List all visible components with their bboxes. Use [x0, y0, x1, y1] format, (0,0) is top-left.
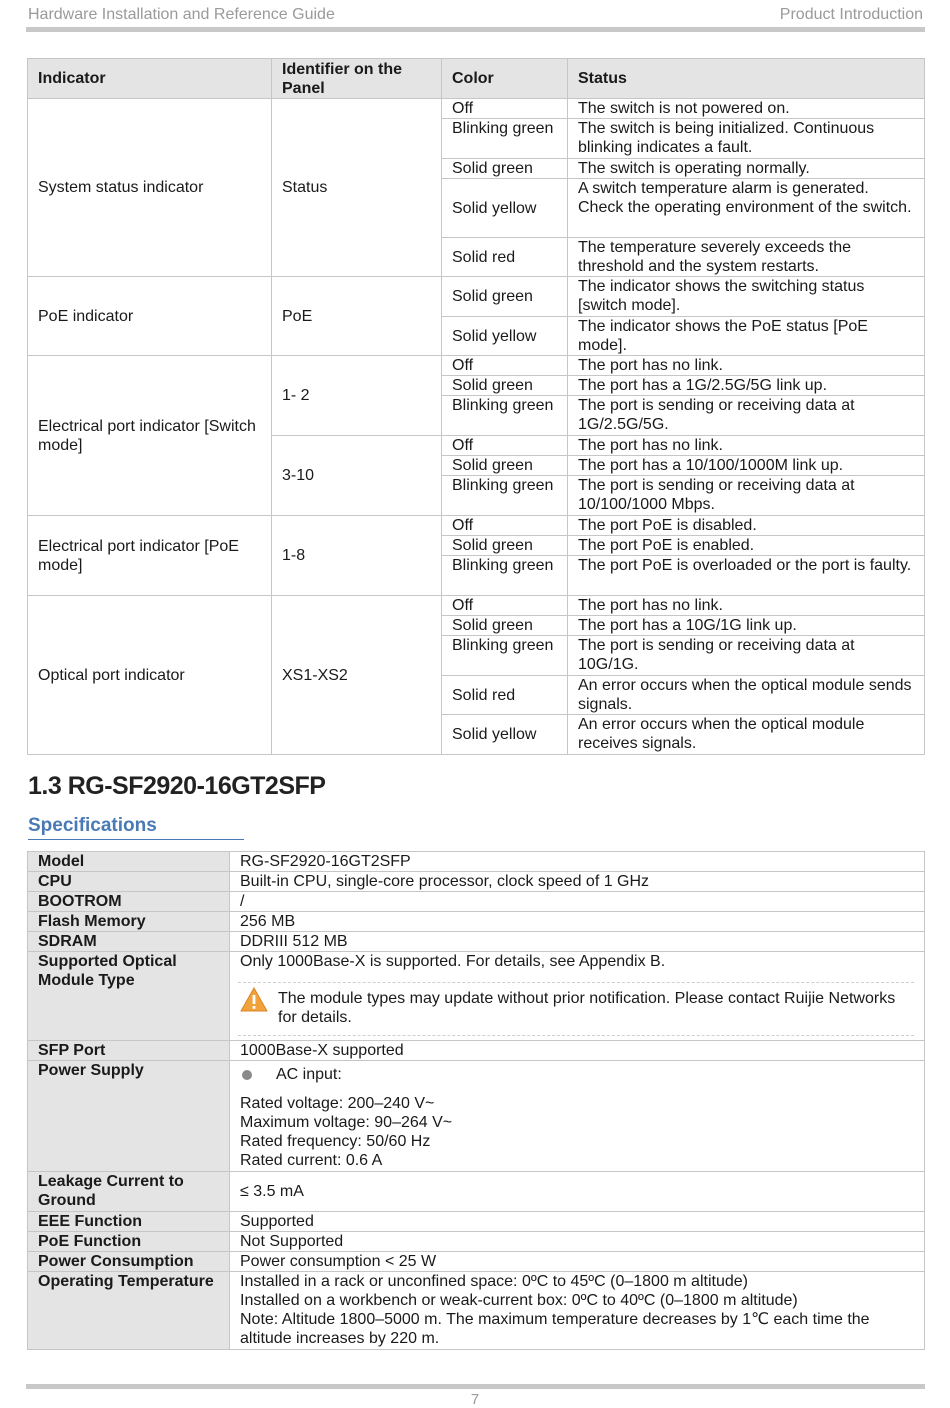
identifier: 1- 2	[272, 356, 442, 436]
power-line: Maximum voltage: 90–264 V~	[240, 1114, 453, 1131]
header-rule	[26, 27, 925, 32]
temp-line: Note: Altitude 1800–5000 m. The maximum temperature decreases by 1℃ each time the altitude increases by 220 m.	[240, 1311, 870, 1347]
identifier: PoE	[272, 277, 442, 356]
spec-key: Leakage Current to Ground	[28, 1172, 230, 1212]
identifier: 3-10	[272, 436, 442, 516]
color-cell: Blinking green	[442, 556, 568, 596]
identifier: Status	[272, 99, 442, 277]
spec-key: Power Supply	[28, 1061, 230, 1172]
table-row	[28, 516, 925, 536]
warning-icon	[240, 987, 268, 1018]
status-cell: The port has a 10G/1G link up.	[568, 616, 925, 636]
power-bullet-label: AC input:	[276, 1066, 342, 1083]
spec-value	[230, 1272, 925, 1350]
spec-key: CPU	[28, 872, 230, 892]
spec-key: SFP Port	[28, 1041, 230, 1061]
status-cell: The port is sending or receiving data at 1G/2.5G/5G.	[568, 396, 925, 436]
spec-value	[230, 1061, 925, 1172]
table-row	[28, 277, 925, 317]
spec-value: 1000Base-X supported	[230, 1041, 925, 1061]
spec-value: 256 MB	[230, 912, 925, 932]
spec-value	[230, 952, 925, 1041]
color-cell: Blinking green	[442, 636, 568, 676]
color-cell: Solid yellow	[442, 715, 568, 755]
status-cell: The switch is operating normally.	[568, 159, 925, 179]
status-cell: The indicator shows the PoE status [PoE mode].	[568, 317, 925, 356]
spec-key: Power Consumption	[28, 1252, 230, 1272]
color-cell: Solid green	[442, 616, 568, 636]
spec-value: Supported	[230, 1212, 925, 1232]
status-cell: The port has no link.	[568, 356, 925, 376]
table-row	[28, 99, 925, 119]
spec-row	[28, 952, 925, 1041]
header-doc-title: Hardware Installation and Reference Guide	[28, 6, 335, 23]
status-cell: The switch is not powered on.	[568, 99, 925, 119]
temp-line: Installed on a workbench or weak-current box: 0ºC to 40ºC (0–1800 m altitude)	[240, 1292, 798, 1309]
spec-row	[28, 1252, 925, 1272]
status-cell: The temperature severely exceeds the threshold and the system restarts.	[568, 238, 925, 277]
color-cell: Solid yellow	[442, 179, 568, 238]
col-header-color: Color	[442, 59, 568, 99]
indicator-name: Electrical port indicator [PoE mode]	[28, 516, 272, 596]
color-cell: Off	[442, 356, 568, 376]
optical-support-text: Only 1000Base-X is supported. For details, see Appendix B.	[240, 953, 666, 970]
power-bullet-item	[240, 1065, 914, 1084]
status-cell: An error occurs when the optical module receives signals.	[568, 715, 925, 755]
spec-value: ≤ 3.5 mA	[230, 1172, 925, 1212]
spec-value: RG-SF2920-16GT2SFP	[230, 852, 925, 872]
color-cell: Solid red	[442, 676, 568, 715]
spec-row	[28, 892, 925, 912]
color-cell: Solid green	[442, 456, 568, 476]
spec-key: BOOTROM	[28, 892, 230, 912]
status-cell: The port PoE is overloaded or the port is faulty.	[568, 556, 925, 596]
col-header-status: Status	[568, 59, 925, 99]
color-cell: Solid green	[442, 536, 568, 556]
spec-row	[28, 912, 925, 932]
spec-value: Power consumption < 25 W	[230, 1252, 925, 1272]
indicator-name: Electrical port indicator [Switch mode]	[28, 356, 272, 516]
spec-key: Flash Memory	[28, 912, 230, 932]
color-cell: Off	[442, 436, 568, 456]
indicator-name: System status indicator	[28, 99, 272, 277]
status-cell: The switch is being initialized. Continuous blinking indicates a fault.	[568, 119, 925, 159]
spec-value: DDRIII 512 MB	[230, 932, 925, 952]
page-number: 7	[470, 1391, 480, 1408]
power-line: Rated voltage: 200–240 V~	[240, 1095, 435, 1112]
color-cell: Solid green	[442, 376, 568, 396]
status-cell: The indicator shows the switching status [switch mode].	[568, 277, 925, 317]
power-line: Rated frequency: 50/60 Hz	[240, 1133, 431, 1150]
temp-line: Installed in a rack or unconfined space: 0ºC to 45ºC (0–1800 m altitude)	[240, 1273, 748, 1290]
status-cell: The port PoE is disabled.	[568, 516, 925, 536]
status-cell: The port has a 10/100/1000M link up.	[568, 456, 925, 476]
caution-note	[238, 982, 914, 1036]
spec-table	[27, 851, 925, 1350]
color-cell: Solid green	[442, 159, 568, 179]
spec-row	[28, 1061, 925, 1172]
spec-row	[28, 1172, 925, 1212]
spec-row	[28, 852, 925, 872]
table-header-row	[28, 59, 925, 99]
spec-key: PoE Function	[28, 1232, 230, 1252]
spec-value: Not Supported	[230, 1232, 925, 1252]
color-cell: Off	[442, 596, 568, 616]
spec-row	[28, 1272, 925, 1350]
color-cell: Blinking green	[442, 476, 568, 516]
col-header-identifier: Identifier on the Panel	[272, 59, 442, 99]
bullet-dot-icon	[242, 1070, 252, 1080]
color-cell: Blinking green	[442, 119, 568, 159]
table-row	[28, 596, 925, 616]
status-cell: A switch temperature alarm is generated. Check the operating environment of the switch.	[568, 179, 925, 238]
indicator-table	[27, 58, 925, 755]
identifier: 1-8	[272, 516, 442, 596]
header-chapter: Product Introduction	[779, 6, 923, 23]
color-cell: Off	[442, 99, 568, 119]
spec-value: Built-in CPU, single-core processor, clock speed of 1 GHz	[230, 872, 925, 892]
indicator-name: PoE indicator	[28, 277, 272, 356]
spec-key: Supported Optical Module Type	[28, 952, 230, 1041]
spec-row	[28, 1041, 925, 1061]
color-cell: Off	[442, 516, 568, 536]
spec-key: SDRAM	[28, 932, 230, 952]
spec-row	[28, 1212, 925, 1232]
power-line: Rated current: 0.6 A	[240, 1152, 383, 1169]
spec-row	[28, 932, 925, 952]
spec-key: Model	[28, 852, 230, 872]
spec-row	[28, 872, 925, 892]
status-cell: The port has no link.	[568, 436, 925, 456]
table-row	[28, 356, 925, 376]
identifier: XS1-XS2	[272, 596, 442, 755]
color-cell: Solid green	[442, 277, 568, 317]
spec-row	[28, 1232, 925, 1252]
caution-note-text: The module types may update without prior notification. Please contact Ruijie Networks for details.	[278, 990, 896, 1026]
status-cell: The port has no link.	[568, 596, 925, 616]
spec-value: /	[230, 892, 925, 912]
section-title: 1.3 RG-SF2920-16GT2SFP	[28, 772, 326, 800]
spec-heading-underline	[28, 839, 244, 840]
color-cell: Blinking green	[442, 396, 568, 436]
spec-key: EEE Function	[28, 1212, 230, 1232]
color-cell: Solid yellow	[442, 317, 568, 356]
status-cell: The port is sending or receiving data at 10G/1G.	[568, 636, 925, 676]
spec-key: Operating Temperature	[28, 1272, 230, 1350]
status-cell: The port PoE is enabled.	[568, 536, 925, 556]
footer-rule	[26, 1384, 925, 1389]
col-header-indicator: Indicator	[28, 59, 272, 99]
spec-heading: Specifications	[28, 815, 157, 836]
status-cell: An error occurs when the optical module sends signals.	[568, 676, 925, 715]
indicator-name: Optical port indicator	[28, 596, 272, 755]
status-cell: The port is sending or receiving data at 10/100/1000 Mbps.	[568, 476, 925, 516]
status-cell: The port has a 1G/2.5G/5G link up.	[568, 376, 925, 396]
color-cell: Solid red	[442, 238, 568, 277]
